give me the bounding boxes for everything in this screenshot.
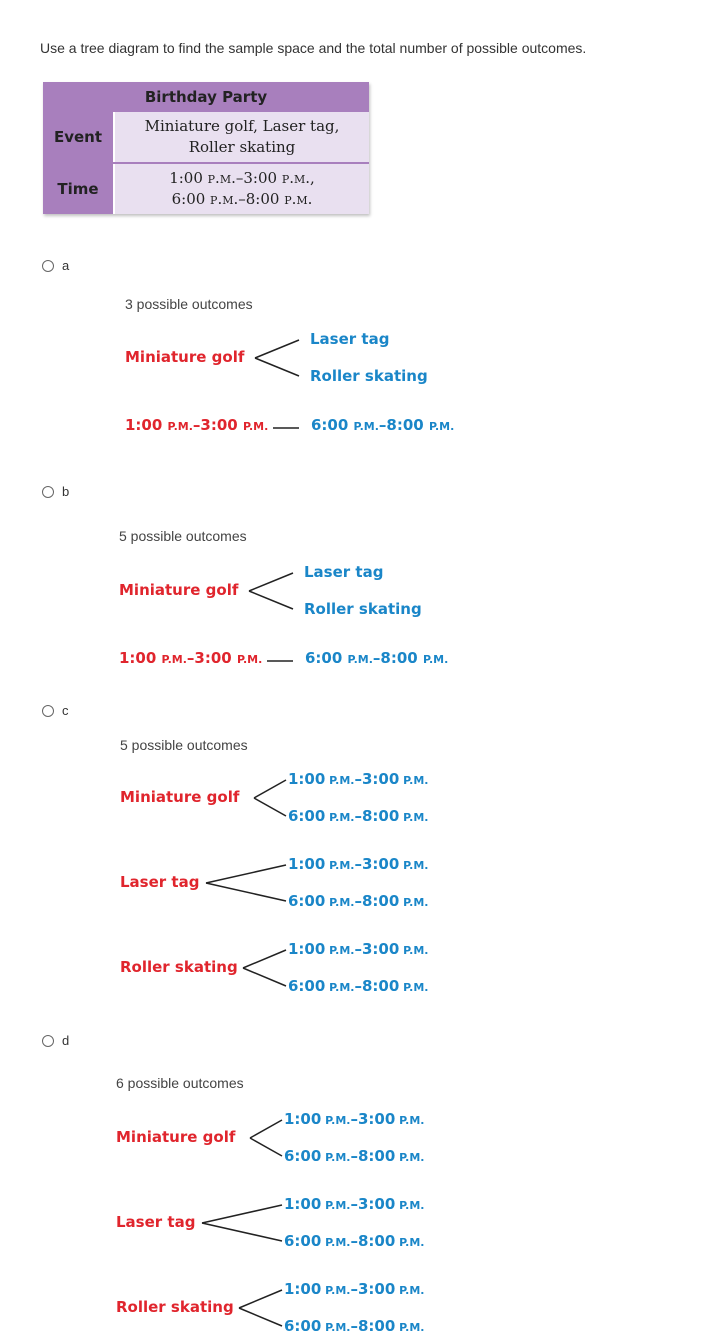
option-c-branch-lines (252, 778, 290, 818)
option-c-radio-row[interactable] (42, 703, 69, 718)
option-b-branch-lines (247, 571, 297, 611)
option-a-time-right: 6:00 P.M.–8:00 P.M. (311, 416, 455, 434)
option-a-radio-row[interactable] (42, 258, 69, 273)
question-text: Use a tree diagram to find the sample space and the total number of possible outcomes. (40, 40, 587, 56)
option-c-time-2: 6:00 P.M.–8:00 P.M. (288, 892, 429, 910)
option-c-time-1: 1:00 P.M.–3:00 P.M. (288, 940, 429, 958)
option-c-time-1: 1:00 P.M.–3:00 P.M. (288, 770, 429, 788)
option-d-letter: d (62, 1033, 70, 1048)
table-title: Birthday Party (43, 82, 369, 112)
time-label: Time (43, 163, 114, 214)
option-a-branch1: Laser tag (310, 330, 390, 348)
option-b-letter: b (62, 484, 70, 499)
option-d-time-1: 1:00 P.M.–3:00 P.M. (284, 1280, 425, 1298)
option-a-letter: a (62, 258, 70, 273)
option-b-branch2: Roller skating (304, 600, 422, 618)
option-c-time-2: 6:00 P.M.–8:00 P.M. (288, 807, 429, 825)
option-b-radio-row[interactable] (42, 484, 69, 499)
option-d-outcomes: 6 possible outcomes (116, 1075, 244, 1091)
option-d-root: Miniature golf (116, 1128, 236, 1146)
option-a-branch2: Roller skating (310, 367, 428, 385)
option-d-time-2: 6:00 P.M.–8:00 P.M. (284, 1317, 425, 1335)
option-d-time-2: 6:00 P.M.–8:00 P.M. (284, 1147, 425, 1165)
option-d-radio-row[interactable] (42, 1033, 69, 1048)
option-c-time-2: 6:00 P.M.–8:00 P.M. (288, 977, 429, 995)
time-value: 1:00 p.m.–3:00 p.m., 6:00 p.m.–8:00 p.m. (114, 163, 369, 214)
option-b-time-left: 1:00 P.M.–3:00 P.M. (119, 649, 263, 667)
option-d-radio[interactable] (42, 1035, 54, 1047)
option-c-root: Roller skating (120, 958, 238, 976)
option-c-branch-lines (204, 863, 290, 903)
option-c-outcomes: 5 possible outcomes (120, 737, 248, 753)
option-b-root: Miniature golf (119, 581, 239, 599)
option-a-radio[interactable] (42, 260, 54, 272)
option-d-root: Laser tag (116, 1213, 196, 1231)
option-b-branch1: Laser tag (304, 563, 384, 581)
option-a-outcomes: 3 possible outcomes (125, 296, 253, 312)
option-c-branch-lines (241, 948, 290, 988)
option-c-radio[interactable] (42, 705, 54, 717)
option-b-outcomes: 5 possible outcomes (119, 528, 247, 544)
event-value: Miniature golf, Laser tag, Roller skating (114, 112, 369, 163)
option-a-time-left: 1:00 P.M.–3:00 P.M. (125, 416, 269, 434)
option-a-time-line (273, 426, 303, 430)
option-b-time-right: 6:00 P.M.–8:00 P.M. (305, 649, 449, 667)
option-c-letter: c (62, 703, 69, 718)
option-d-time-2: 6:00 P.M.–8:00 P.M. (284, 1232, 425, 1250)
option-c-root: Miniature golf (120, 788, 240, 806)
option-d-branch-lines (200, 1203, 286, 1243)
option-d-time-1: 1:00 P.M.–3:00 P.M. (284, 1195, 425, 1213)
option-d-branch-lines (237, 1288, 286, 1328)
option-d-time-1: 1:00 P.M.–3:00 P.M. (284, 1110, 425, 1128)
option-c-root: Laser tag (120, 873, 200, 891)
option-a-root: Miniature golf (125, 348, 245, 366)
option-c-time-1: 1:00 P.M.–3:00 P.M. (288, 855, 429, 873)
option-a-branch-lines (253, 338, 303, 378)
event-label: Event (43, 112, 114, 163)
option-b-time-line (267, 659, 297, 663)
option-d-branch-lines (248, 1118, 286, 1158)
option-b-radio[interactable] (42, 486, 54, 498)
option-d-root: Roller skating (116, 1298, 234, 1316)
birthday-party-table (43, 82, 369, 214)
